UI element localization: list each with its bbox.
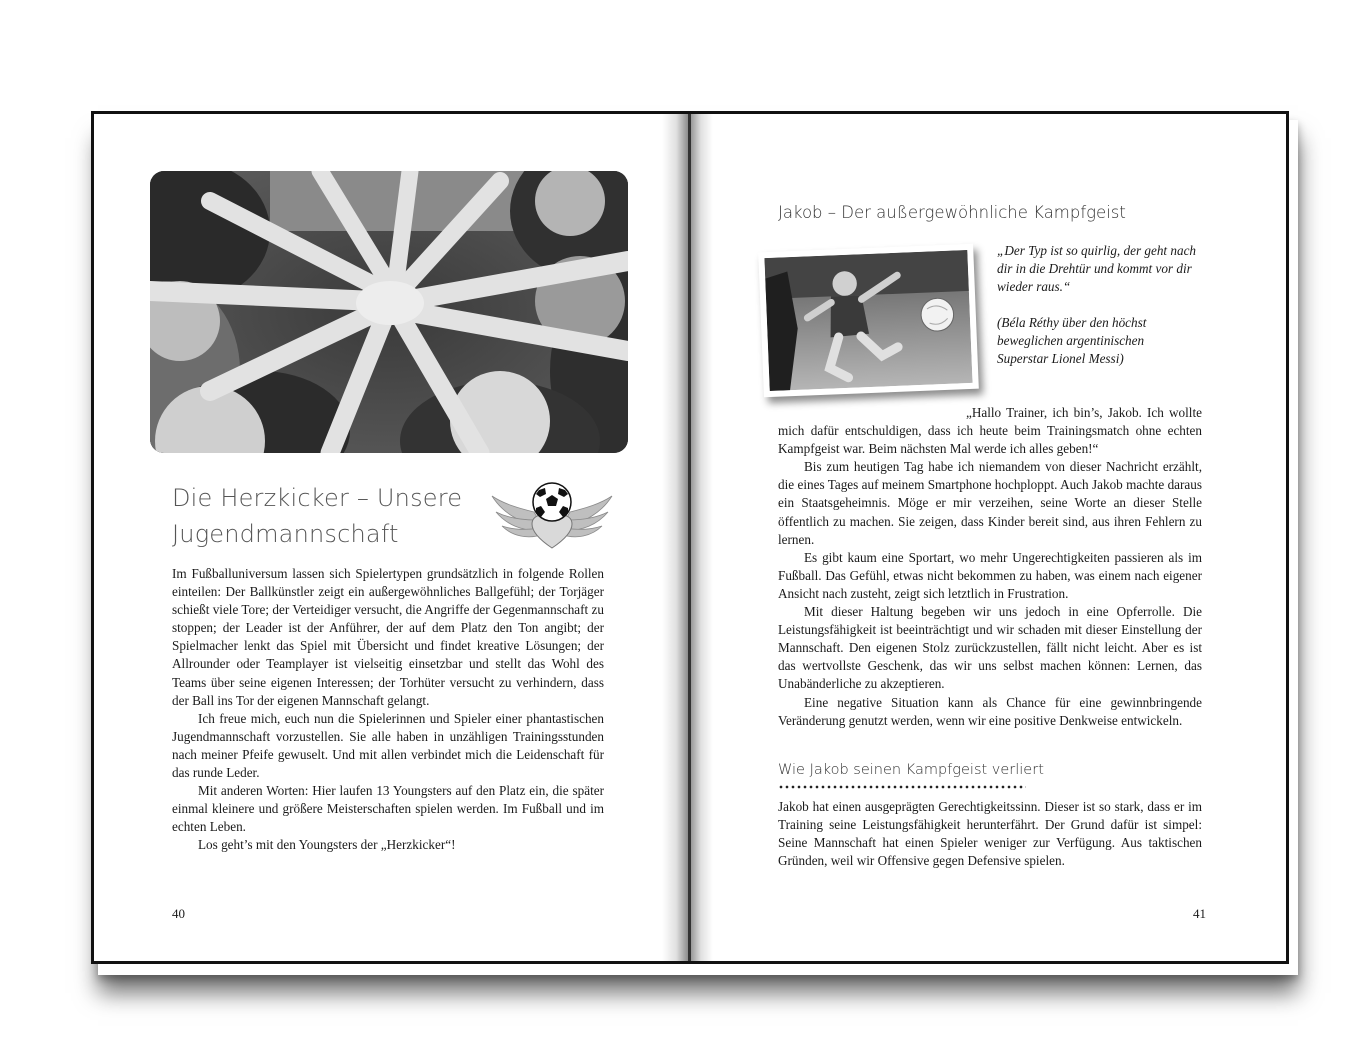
winged-heart-soccer-ball-icon [490,482,614,550]
page-number-left: 40 [172,906,185,921]
page-number-right: 41 [1193,906,1206,921]
left-paragraph-3: Mit anderen Worten: Hier laufen 13 Youngsters auf den Platz ein, die später einmal kleinere und größere Meisterschaften spielen werden. Im Fußball und im echten Leben. [172,783,604,835]
subsection-title: Wie Jakob seinen Kampfgeist verliert [778,762,1044,778]
right-paragraph-5: Eine negative Situation kann als Chance für eine gewinnbringende Veränderung genutzt werden, wenn wir eine positive Denkweise entwickeln. [778,694,1202,728]
right-paragraph-1 [778,404,1202,458]
right-paragraph-3: Es gibt kaum eine Sportart, wo mehr Ungerechtigkeiten passieren als im Fußball. Das Gefühl, etwas nicht bekommen zu haben, was einem nach eigener Ansicht nach zusteht, zeigt sich letztlich in Frustration. [778,549,1202,601]
chapter-title [172,480,472,552]
section-title: Jakob – Der außergewöhnliche Kampfgeist [778,203,1126,222]
chapter-title-line2: Jugendmannschaft [172,520,399,548]
left-gutter-shadow [662,114,688,961]
chapter-title-line1: Die Herzkicker – Unsere [172,484,463,512]
left-page [94,114,688,961]
right-gutter-shadow [691,114,713,961]
jakob-photo [758,244,979,398]
left-paragraph-1: Im Fußballuniversum lassen sich Spielertypen grundsätzlich in folgende Rollen einteilen: Der Ballkünstler zeigt ein außergewöhnliches Ballgefühl; der Torjäger schießt viele Tore; der Verteidiger versucht, die Angriffe der Gegenmannschaft zu stoppen; der Leader ist der Anführer, der auf dem Platz den Ton angibt; der Spielmacher lenkt das Spiel mit Übersicht und findet kreative Lösungen; der Allrounder oder Teamplayer ist vielseitig einsetzbar und stellt das Wohl des Teams über seine eigenen Interessen; der Torhüter versucht zu verhindern, dass der Ball ins Tor der eigenen Mannschaft gelangt. [172,566,604,708]
left-paragraph-2: Ich freue mich, euch nun die Spielerinnen und Spieler einer phantastischen Jugendmannschaft vorzustellen. Sie alle haben in unzähligen Trainingsstunden nach meiner Pfeife gewuselt. Und mit allen verbindet mich die Leidenschaft für das runde Leder. [172,710,604,781]
subsection-paragraph: Jakob hat einen ausgeprägten Gerechtigkeitssinn. Dieser ist so stark, dass er im Training seine Leistungsfähigkeit herunterfährt. Der Grund dafür ist simpel: Seine Mannschaft hat einen Spieler weniger zur Verfügung. Aus taktischen Gründen, weil wir Offensive gegen Defensive spielen. [778,799,1202,869]
team-hands-illustration [150,171,628,453]
right-body-text [778,404,1202,730]
right-paragraph-4: Mit dieser Haltung begeben wir uns jedoch in eine Opferrolle. Die Leistungsfähigkeit ist beeinträchtigt und wir schaden mit dieser Einstellung der Mannschaft. Den eigenen Stolz zurückzustellen, fällt nicht leicht. Aber es ist das wertvollste Geschenk, das wir uns selbst machen können: Lernen, das Unabänderliche zu akzeptieren. [778,604,1202,692]
dotted-divider [778,785,1026,789]
quote-text: „Der Typ ist so quirlig, der geht nach dir in die Drehtür und kommt vor dir wieder raus.“ [997,243,1197,294]
team-hands-photo [150,171,628,453]
left-body-text [172,565,604,855]
left-paragraph-4: Los geht’s mit den Youngsters der „Herzkicker“! [198,837,456,853]
right-page [691,114,1286,961]
soccer-player-illustration [764,250,972,391]
right-paragraph-1-text: „Hallo Trainer, ich bin’s, Jakob. Ich wollte mich dafür entschuldigen, dass ich heute beim Trainingsmatch ohne echten Kampfgeist war. Beim nächsten Mal werde ich alles geben!“ [778,405,1202,457]
epigraph-quote [997,242,1197,368]
quote-source: (Béla Réthy über den höchst beweglichen argentinischen Superstar Lionel Messi) [997,315,1147,366]
subsection-body-text [778,798,1202,870]
open-book-spread [91,111,1289,964]
right-paragraph-2: Bis zum heutigen Tag habe ich niemandem von dieser Nachricht erzählt, die eines Tages auf meinem Smartphone hochploppt. Auch Jakob machte daraus ein Staatsgeheimnis. Möge er mir verzeihen, seine Worte an dieser Stelle öffentlich zu machen. Sie zeigen, dass Kinder bereit sind, aus ihren Fehlern zu lernen. [778,459,1202,547]
